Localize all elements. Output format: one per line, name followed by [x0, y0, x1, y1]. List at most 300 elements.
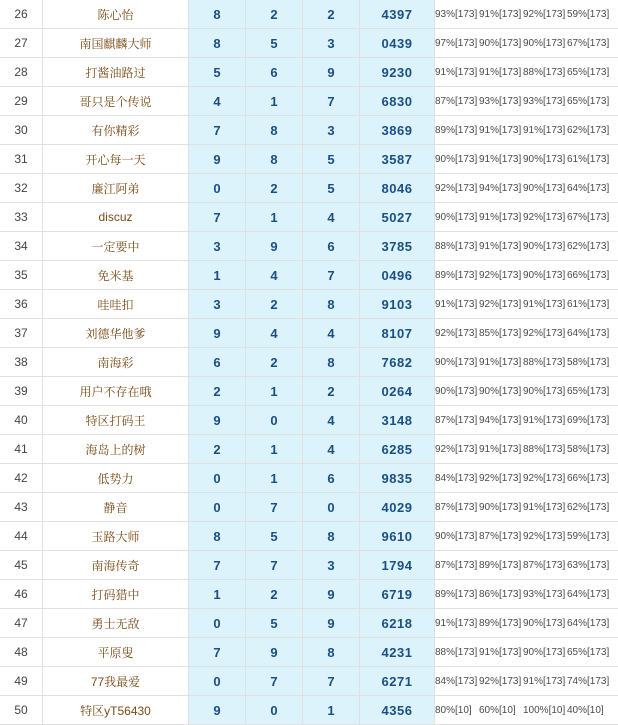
percent-value: 66%[173]	[567, 270, 609, 281]
row-score-1: 7	[189, 203, 246, 232]
row-percentages	[435, 667, 618, 696]
row-rank: 31	[0, 145, 43, 174]
row-total-score: 4397	[360, 0, 435, 29]
row-score-1: 7	[189, 116, 246, 145]
row-total-score: 6218	[360, 609, 435, 638]
row-score-3: 9	[303, 609, 360, 638]
percent-value: 92%[173]	[479, 299, 523, 310]
percent-value: 91%[173]	[479, 444, 523, 455]
row-name: 廉江阿弟	[43, 174, 189, 203]
row-score-3: 5	[303, 145, 360, 174]
row-percentages	[435, 493, 618, 522]
row-name: 用户不存在哦	[43, 377, 189, 406]
row-total-score: 4029	[360, 493, 435, 522]
percent-value: 90%[173]	[435, 386, 479, 397]
table-row	[0, 551, 618, 580]
percent-value: 40%[10]	[567, 705, 604, 716]
percent-value: 89%[173]	[479, 618, 523, 629]
row-rank: 32	[0, 174, 43, 203]
percent-value: 91%[173]	[479, 154, 523, 165]
table-row	[0, 145, 618, 174]
percent-value: 91%[173]	[479, 9, 523, 20]
row-score-3: 0	[303, 493, 360, 522]
row-score-3: 7	[303, 261, 360, 290]
row-name: 勇士无敌	[43, 609, 189, 638]
percent-value: 90%[173]	[523, 154, 567, 165]
row-rank: 26	[0, 0, 43, 29]
percent-value: 89%[173]	[435, 589, 479, 600]
percent-value: 91%[173]	[435, 299, 479, 310]
row-score-3: 8	[303, 522, 360, 551]
table-row	[0, 87, 618, 116]
row-score-3: 7	[303, 667, 360, 696]
percent-value: 91%[173]	[479, 67, 523, 78]
row-total-score: 6285	[360, 435, 435, 464]
row-score-1: 7	[189, 638, 246, 667]
row-score-1: 7	[189, 551, 246, 580]
row-score-3: 8	[303, 290, 360, 319]
row-total-score: 7682	[360, 348, 435, 377]
percent-value: 88%[173]	[523, 67, 567, 78]
row-score-1: 0	[189, 493, 246, 522]
row-score-3: 4	[303, 406, 360, 435]
row-score-2: 1	[246, 464, 303, 493]
percent-value: 91%[173]	[523, 502, 567, 513]
percent-value: 91%[173]	[479, 241, 523, 252]
percent-value: 90%[173]	[523, 38, 567, 49]
row-percentages	[435, 0, 618, 29]
percent-value: 90%[173]	[523, 618, 567, 629]
percent-value: 92%[173]	[523, 473, 567, 484]
percent-value: 61%[173]	[567, 299, 609, 310]
percent-value: 62%[173]	[567, 125, 609, 136]
row-total-score: 9610	[360, 522, 435, 551]
row-total-score: 6271	[360, 667, 435, 696]
row-score-3: 5	[303, 174, 360, 203]
row-score-1: 0	[189, 174, 246, 203]
row-score-1: 0	[189, 667, 246, 696]
percent-value: 65%[173]	[567, 67, 609, 78]
percent-value: 85%[173]	[479, 328, 523, 339]
row-rank: 33	[0, 203, 43, 232]
row-percentages	[435, 464, 618, 493]
row-name: 刘德华他爹	[43, 319, 189, 348]
row-percentages	[435, 145, 618, 174]
row-score-2: 6	[246, 58, 303, 87]
row-score-2: 2	[246, 290, 303, 319]
row-rank: 27	[0, 29, 43, 58]
table-row	[0, 580, 618, 609]
table-row	[0, 290, 618, 319]
percent-value: 87%[173]	[435, 560, 479, 571]
row-score-2: 5	[246, 522, 303, 551]
row-percentages	[435, 319, 618, 348]
row-name: 打酱油路过	[43, 58, 189, 87]
percent-value: 90%[173]	[479, 38, 523, 49]
percent-value: 90%[173]	[435, 154, 479, 165]
percent-value: 92%[173]	[435, 183, 479, 194]
row-score-3: 4	[303, 203, 360, 232]
percent-value: 58%[173]	[567, 357, 609, 368]
row-rank: 41	[0, 435, 43, 464]
row-total-score: 6719	[360, 580, 435, 609]
percent-value: 59%[173]	[567, 531, 609, 542]
row-rank: 42	[0, 464, 43, 493]
row-name: 77我最爱	[43, 667, 189, 696]
percent-value: 90%[173]	[523, 241, 567, 252]
row-score-1: 8	[189, 522, 246, 551]
row-total-score: 1794	[360, 551, 435, 580]
row-total-score: 9835	[360, 464, 435, 493]
row-percentages	[435, 290, 618, 319]
row-score-1: 0	[189, 609, 246, 638]
row-total-score: 4356	[360, 696, 435, 725]
percent-value: 90%[173]	[479, 502, 523, 513]
row-rank: 30	[0, 116, 43, 145]
percent-value: 90%[173]	[479, 386, 523, 397]
row-total-score: 0439	[360, 29, 435, 58]
row-percentages	[435, 348, 618, 377]
row-score-1: 3	[189, 290, 246, 319]
row-score-3: 3	[303, 551, 360, 580]
row-percentages	[435, 29, 618, 58]
row-score-2: 1	[246, 87, 303, 116]
row-name: 海岛上的树	[43, 435, 189, 464]
row-score-1: 1	[189, 580, 246, 609]
row-name: 打码猎中	[43, 580, 189, 609]
row-percentages	[435, 696, 618, 725]
percent-value: 92%[173]	[523, 212, 567, 223]
row-score-3: 4	[303, 435, 360, 464]
row-score-2: 0	[246, 406, 303, 435]
percent-value: 100%[10]	[523, 705, 567, 716]
row-rank: 48	[0, 638, 43, 667]
percent-value: 66%[173]	[567, 473, 609, 484]
row-percentages	[435, 116, 618, 145]
percent-value: 87%[173]	[479, 531, 523, 542]
percent-value: 90%[173]	[435, 357, 479, 368]
row-score-2: 7	[246, 551, 303, 580]
percent-value: 93%[173]	[523, 96, 567, 107]
row-score-2: 2	[246, 174, 303, 203]
percent-value: 67%[173]	[567, 38, 609, 49]
row-percentages	[435, 638, 618, 667]
table-row	[0, 638, 618, 667]
percent-value: 86%[173]	[479, 589, 523, 600]
percent-value: 69%[173]	[567, 415, 609, 426]
percent-value: 90%[173]	[523, 270, 567, 281]
table-row	[0, 464, 618, 493]
percent-value: 90%[173]	[435, 531, 479, 542]
row-score-3: 3	[303, 29, 360, 58]
percent-value: 91%[173]	[523, 676, 567, 687]
percent-value: 94%[173]	[479, 415, 523, 426]
percent-value: 88%[173]	[523, 357, 567, 368]
row-score-3: 1	[303, 696, 360, 725]
percent-value: 91%[173]	[479, 647, 523, 658]
row-total-score: 4231	[360, 638, 435, 667]
percent-value: 60%[10]	[479, 705, 523, 716]
row-score-2: 2	[246, 0, 303, 29]
table-row	[0, 522, 618, 551]
table-row	[0, 319, 618, 348]
row-rank: 39	[0, 377, 43, 406]
row-score-3: 2	[303, 377, 360, 406]
percent-value: 92%[173]	[523, 9, 567, 20]
row-percentages	[435, 87, 618, 116]
table-row	[0, 406, 618, 435]
percent-value: 93%[173]	[435, 9, 479, 20]
percent-value: 87%[173]	[435, 415, 479, 426]
percent-value: 93%[173]	[523, 589, 567, 600]
table-row	[0, 0, 618, 29]
percent-value: 92%[173]	[523, 328, 567, 339]
percent-value: 58%[173]	[567, 444, 609, 455]
percent-value: 89%[173]	[435, 125, 479, 136]
percent-value: 89%[173]	[435, 270, 479, 281]
percent-value: 64%[173]	[567, 183, 609, 194]
row-percentages	[435, 522, 618, 551]
row-score-3: 4	[303, 319, 360, 348]
percent-value: 80%[10]	[435, 705, 479, 716]
percent-value: 89%[173]	[479, 560, 523, 571]
percent-value: 87%[173]	[435, 96, 479, 107]
percent-value: 91%[173]	[479, 357, 523, 368]
row-score-2: 8	[246, 145, 303, 174]
percent-value: 91%[173]	[435, 67, 479, 78]
row-name: 南海彩	[43, 348, 189, 377]
row-name: 南国麒麟大师	[43, 29, 189, 58]
row-name: 特区打码王	[43, 406, 189, 435]
percent-value: 88%[173]	[435, 647, 479, 658]
row-name: 有你精彩	[43, 116, 189, 145]
row-score-3: 9	[303, 580, 360, 609]
row-score-1: 8	[189, 0, 246, 29]
row-score-2: 8	[246, 116, 303, 145]
percent-value: 65%[173]	[567, 386, 609, 397]
row-total-score: 3785	[360, 232, 435, 261]
row-total-score: 8107	[360, 319, 435, 348]
percent-value: 93%[173]	[479, 96, 523, 107]
row-score-1: 0	[189, 464, 246, 493]
percent-value: 65%[173]	[567, 96, 609, 107]
row-score-3: 2	[303, 0, 360, 29]
table-row	[0, 696, 618, 725]
row-total-score: 6830	[360, 87, 435, 116]
table-row	[0, 203, 618, 232]
row-score-2: 5	[246, 29, 303, 58]
table-row	[0, 174, 618, 203]
row-score-2: 5	[246, 609, 303, 638]
row-score-3: 3	[303, 116, 360, 145]
percent-value: 92%[173]	[479, 676, 523, 687]
percent-value: 91%[173]	[479, 212, 523, 223]
percent-value: 92%[173]	[435, 328, 479, 339]
row-name: 哥只是个传说	[43, 87, 189, 116]
percent-value: 59%[173]	[567, 9, 609, 20]
row-score-3: 7	[303, 87, 360, 116]
row-percentages	[435, 435, 618, 464]
row-score-3: 6	[303, 464, 360, 493]
row-rank: 43	[0, 493, 43, 522]
row-score-2: 2	[246, 348, 303, 377]
percent-value: 91%[173]	[435, 618, 479, 629]
row-score-1: 9	[189, 406, 246, 435]
row-score-1: 5	[189, 58, 246, 87]
percent-value: 63%[173]	[567, 560, 609, 571]
row-total-score: 3148	[360, 406, 435, 435]
row-total-score: 9230	[360, 58, 435, 87]
row-score-1: 8	[189, 29, 246, 58]
percent-value: 90%[173]	[523, 647, 567, 658]
row-name: 玉路大师	[43, 522, 189, 551]
row-percentages	[435, 377, 618, 406]
percent-value: 94%[173]	[479, 183, 523, 194]
row-name: 特区yT56430	[43, 696, 189, 725]
row-score-2: 9	[246, 638, 303, 667]
row-percentages	[435, 261, 618, 290]
row-rank: 29	[0, 87, 43, 116]
row-rank: 49	[0, 667, 43, 696]
row-name: 平原叟	[43, 638, 189, 667]
row-rank: 37	[0, 319, 43, 348]
row-name: 静音	[43, 493, 189, 522]
table-row	[0, 609, 618, 638]
row-percentages	[435, 58, 618, 87]
table-row	[0, 348, 618, 377]
row-percentages	[435, 406, 618, 435]
percent-value: 62%[173]	[567, 502, 609, 513]
percent-value: 67%[173]	[567, 212, 609, 223]
table-row	[0, 261, 618, 290]
percent-value: 64%[173]	[567, 328, 609, 339]
table-row	[0, 232, 618, 261]
percent-value: 88%[173]	[435, 241, 479, 252]
percent-value: 91%[173]	[523, 125, 567, 136]
row-rank: 47	[0, 609, 43, 638]
row-score-2: 1	[246, 203, 303, 232]
percent-value: 92%[173]	[435, 444, 479, 455]
row-name: 哇哇扣	[43, 290, 189, 319]
row-percentages	[435, 174, 618, 203]
row-rank: 50	[0, 696, 43, 725]
row-score-2: 1	[246, 377, 303, 406]
row-score-3: 8	[303, 638, 360, 667]
row-rank: 45	[0, 551, 43, 580]
row-score-1: 2	[189, 435, 246, 464]
percent-value: 90%[173]	[435, 212, 479, 223]
row-name: 陈心怡	[43, 0, 189, 29]
percent-value: 87%[173]	[523, 560, 567, 571]
percent-value: 62%[173]	[567, 241, 609, 252]
percent-value: 84%[173]	[435, 473, 479, 484]
row-score-2: 7	[246, 493, 303, 522]
percent-value: 92%[173]	[479, 270, 523, 281]
row-score-2: 9	[246, 232, 303, 261]
row-name: 低势力	[43, 464, 189, 493]
table-row	[0, 58, 618, 87]
percent-value: 91%[173]	[479, 125, 523, 136]
row-score-1: 9	[189, 319, 246, 348]
row-percentages	[435, 551, 618, 580]
row-name: 南海传奇	[43, 551, 189, 580]
row-score-2: 2	[246, 580, 303, 609]
row-score-1: 2	[189, 377, 246, 406]
table-row	[0, 377, 618, 406]
row-score-1: 4	[189, 87, 246, 116]
percent-value: 87%[173]	[435, 502, 479, 513]
row-percentages	[435, 609, 618, 638]
row-total-score: 5027	[360, 203, 435, 232]
row-percentages	[435, 580, 618, 609]
row-name: 一定要中	[43, 232, 189, 261]
percent-value: 65%[173]	[567, 647, 609, 658]
row-rank: 36	[0, 290, 43, 319]
row-score-2: 7	[246, 667, 303, 696]
row-score-2: 4	[246, 261, 303, 290]
row-name: 免米基	[43, 261, 189, 290]
row-score-3: 6	[303, 232, 360, 261]
row-total-score: 9103	[360, 290, 435, 319]
percent-value: 64%[173]	[567, 589, 609, 600]
table-row	[0, 435, 618, 464]
row-rank: 38	[0, 348, 43, 377]
row-score-1: 9	[189, 696, 246, 725]
percent-value: 64%[173]	[567, 618, 609, 629]
percent-value: 84%[173]	[435, 676, 479, 687]
percent-value: 92%[173]	[479, 473, 523, 484]
row-total-score: 0264	[360, 377, 435, 406]
row-total-score: 8046	[360, 174, 435, 203]
percent-value: 90%[173]	[523, 386, 567, 397]
row-score-2: 1	[246, 435, 303, 464]
row-score-1: 9	[189, 145, 246, 174]
row-score-2: 0	[246, 696, 303, 725]
row-score-1: 6	[189, 348, 246, 377]
row-total-score: 3587	[360, 145, 435, 174]
table-row	[0, 29, 618, 58]
row-rank: 34	[0, 232, 43, 261]
row-rank: 46	[0, 580, 43, 609]
row-rank: 35	[0, 261, 43, 290]
row-percentages	[435, 203, 618, 232]
table-row	[0, 116, 618, 145]
percent-value: 97%[173]	[435, 38, 479, 49]
percent-value: 88%[173]	[523, 444, 567, 455]
percent-value: 61%[173]	[567, 154, 609, 165]
row-rank: 44	[0, 522, 43, 551]
percent-value: 91%[173]	[523, 299, 567, 310]
percent-value: 92%[173]	[523, 531, 567, 542]
row-percentages	[435, 232, 618, 261]
row-total-score: 0496	[360, 261, 435, 290]
row-name: 开心每一天	[43, 145, 189, 174]
percent-value: 90%[173]	[523, 183, 567, 194]
row-score-2: 4	[246, 319, 303, 348]
row-score-1: 1	[189, 261, 246, 290]
row-rank: 40	[0, 406, 43, 435]
row-name: discuz	[43, 203, 189, 232]
table-row	[0, 667, 618, 696]
row-total-score: 3869	[360, 116, 435, 145]
row-score-3: 8	[303, 348, 360, 377]
row-rank: 28	[0, 58, 43, 87]
table-row	[0, 493, 618, 522]
percent-value: 91%[173]	[523, 415, 567, 426]
row-score-1: 3	[189, 232, 246, 261]
row-score-3: 9	[303, 58, 360, 87]
percent-value: 74%[173]	[567, 676, 609, 687]
